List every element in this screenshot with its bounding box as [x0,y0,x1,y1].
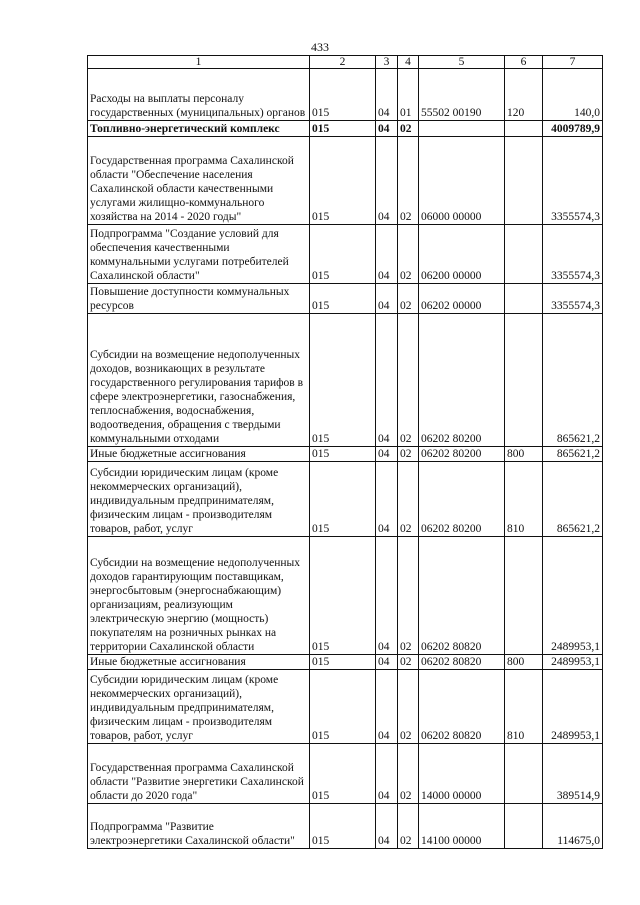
target-article-code: 06202 80820 [419,670,505,744]
table-row [88,137,603,225]
target-article-code: 06202 80820 [419,537,505,655]
expense-type-code: 810 [505,670,543,744]
section-code: 04 [376,462,398,537]
row-name: Государственная программа Сахалинской области "Обеспечение населения Сахалинской области качественными услугами жилищно-коммунального хозяйства на 2014 - 2020 годы" [88,137,310,225]
section-code: 04 [376,537,398,655]
row-name: Подпрограмма "Развитие электроэнергетики Сахалинской области" [88,804,310,849]
budget-table [87,55,603,849]
subsection-code: 02 [398,670,419,744]
target-article-code: 06200 00000 [419,225,505,284]
admin-code: 015 [310,744,376,804]
subsection-code: 02 [398,462,419,537]
row-name: Государственная программа Сахалинской области "Развитие энергетики Сахалинской области до 2020 года" [88,744,310,804]
page-number: 433 [311,40,329,54]
target-article-code: 06202 80200 [419,447,505,462]
section-code: 04 [376,69,398,121]
subsection-code: 01 [398,69,419,121]
expense-type-code [505,225,543,284]
subsection-code: 02 [398,284,419,314]
expense-type-code: 810 [505,462,543,537]
expense-type-code [505,284,543,314]
table-row [88,804,603,849]
row-name: Иные бюджетные ассигнования [88,655,310,670]
row-name: Иные бюджетные ассигнования [88,447,310,462]
section-code: 04 [376,670,398,744]
admin-code: 015 [310,670,376,744]
admin-code: 015 [310,314,376,447]
expense-type-code [505,804,543,849]
expense-type-code [505,744,543,804]
admin-code: 015 [310,284,376,314]
header-cell: 5 [419,56,505,69]
row-name: Повышение доступности коммунальных ресурсов [88,284,310,314]
target-article-code: 14100 00000 [419,804,505,849]
row-name: Топливно-энергетический комплекс [88,121,310,137]
row-name: Субсидии на возмещение недополученных доходов гарантирующим поставщикам, энергосбытовым (энергоснабжающим) организациям, реализующим электрическую энергию (мощность) покупателям на розничных рынках на территории Сахалинской области [88,537,310,655]
row-name: Подпрограмма "Создание условий для обеспечения качественными коммунальными услугами потребителей Сахалинской области" [88,225,310,284]
expense-type-code [505,314,543,447]
section-code: 04 [376,447,398,462]
row-name: Субсидии юридическим лицам (кроме некоммерческих организаций), индивидуальным предпринимателям, физическим лицам - производителям товаров, работ, услуг [88,462,310,537]
subsection-code: 02 [398,121,419,137]
admin-code: 015 [310,462,376,537]
table-row [88,670,603,744]
section-code: 04 [376,314,398,447]
subsection-code: 02 [398,314,419,447]
row-name: Расходы на выплаты персоналу государственных (муниципальных) органов [88,69,310,121]
expense-type-code: 120 [505,69,543,121]
section-code: 04 [376,804,398,849]
admin-code: 015 [310,447,376,462]
amount: 865621,2 [543,314,603,447]
amount: 2489953,1 [543,537,603,655]
amount: 140,0 [543,69,603,121]
expense-type-code [505,537,543,655]
header-cell: 7 [543,56,603,69]
expense-type-code: 800 [505,655,543,670]
row-name: Субсидии на возмещение недополученных доходов, возникающих в результате государственного регулирования тарифов в сфере электроэнергетики, газоснабжения, теплоснабжения, водоснабжения, водоотведения, обращения с твердыми коммунальными отходами [88,314,310,447]
subsection-code: 02 [398,804,419,849]
header-cell: 6 [505,56,543,69]
expense-type-code [505,121,543,137]
section-code: 04 [376,121,398,137]
table-row [88,447,603,462]
amount: 2489953,1 [543,655,603,670]
table-row [88,225,603,284]
target-article-code: 55502 00190 [419,69,505,121]
target-article-code: 06202 80820 [419,655,505,670]
admin-code: 015 [310,537,376,655]
target-article-code: 06000 00000 [419,137,505,225]
amount: 865621,2 [543,447,603,462]
target-article-code: 14000 00000 [419,744,505,804]
amount: 3355574,3 [543,284,603,314]
amount: 4009789,9 [543,121,603,137]
section-code: 04 [376,137,398,225]
table-row [88,121,603,137]
table-row [88,314,603,447]
target-article-code: 06202 00000 [419,284,505,314]
subsection-code: 02 [398,137,419,225]
header-row [88,56,603,69]
table-row [88,744,603,804]
section-code: 04 [376,744,398,804]
amount: 114675,0 [543,804,603,849]
amount: 3355574,3 [543,137,603,225]
amount: 2489953,1 [543,670,603,744]
subsection-code: 02 [398,225,419,284]
amount: 3355574,3 [543,225,603,284]
table-row [88,284,603,314]
header-cell: 1 [88,56,310,69]
table-row [88,655,603,670]
admin-code: 015 [310,137,376,225]
header-cell: 3 [376,56,398,69]
table-row [88,69,603,121]
admin-code: 015 [310,69,376,121]
expense-type-code: 800 [505,447,543,462]
admin-code: 015 [310,225,376,284]
admin-code: 015 [310,655,376,670]
subsection-code: 02 [398,447,419,462]
section-code: 04 [376,225,398,284]
table-row [88,462,603,537]
table-row [88,537,603,655]
subsection-code: 02 [398,744,419,804]
subsection-code: 02 [398,655,419,670]
admin-code: 015 [310,121,376,137]
amount: 389514,9 [543,744,603,804]
header-cell: 2 [310,56,376,69]
admin-code: 015 [310,804,376,849]
section-code: 04 [376,655,398,670]
expense-type-code [505,137,543,225]
target-article-code [419,121,505,137]
header-cell: 4 [398,56,419,69]
row-name: Субсидии юридическим лицам (кроме некоммерческих организаций), индивидуальным предпринимателям, физическим лицам - производителям товаров, работ, услуг [88,670,310,744]
subsection-code: 02 [398,537,419,655]
target-article-code: 06202 80200 [419,314,505,447]
target-article-code: 06202 80200 [419,462,505,537]
section-code: 04 [376,284,398,314]
amount: 865621,2 [543,462,603,537]
